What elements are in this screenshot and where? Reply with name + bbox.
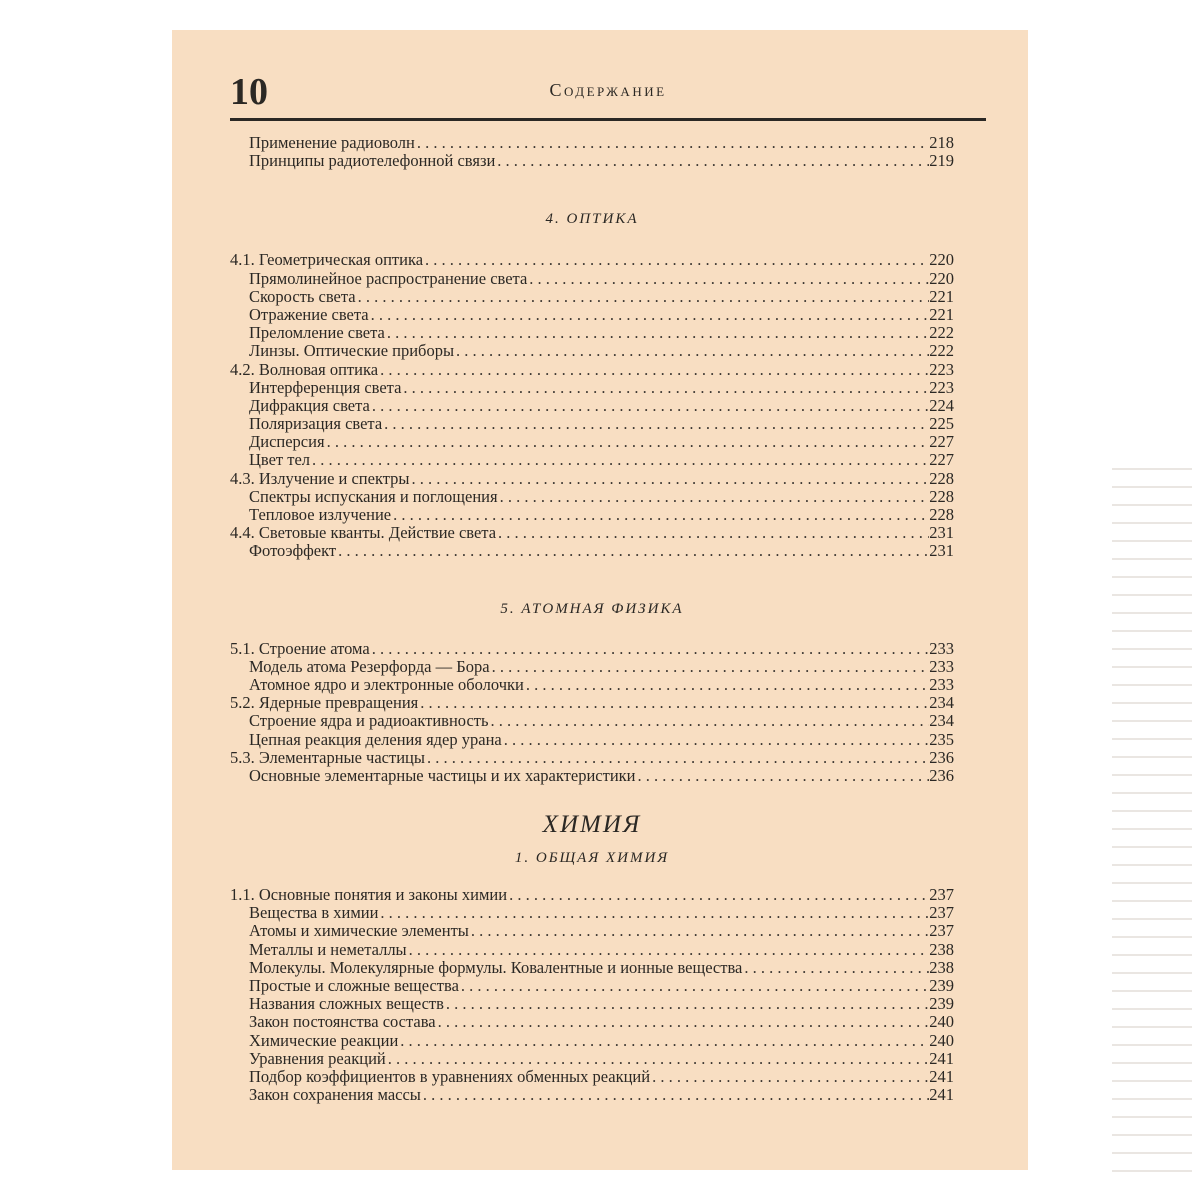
- toc-entry-title: Спектры испускания и поглощения: [249, 486, 498, 506]
- dot-leader: [380, 904, 929, 922]
- toc-entry-title: Названия сложных веществ: [249, 994, 444, 1014]
- toc-entry-title: 1.1. Основные понятия и законы химии: [230, 885, 508, 905]
- toc-entry: [230, 542, 954, 560]
- toc-entry-page: 238: [929, 957, 954, 977]
- dot-leader: [504, 731, 930, 749]
- toc-entry-title: Дифракция света: [249, 395, 370, 415]
- dot-leader: [403, 379, 929, 397]
- general-chemistry-entries: [230, 886, 954, 1104]
- toc-entry-title: 4.3. Излучение и спектры: [230, 468, 410, 488]
- toc-entry-page: 221: [929, 304, 954, 324]
- toc-entry-page: 224: [929, 395, 954, 415]
- toc-entry: [230, 995, 954, 1013]
- toc-entry-page: 235: [929, 729, 954, 749]
- toc-entry-title: 5.1. Строение атома: [230, 638, 370, 658]
- dot-leader: [393, 506, 929, 524]
- toc-entry: [230, 904, 954, 922]
- toc-entry-page: 233: [929, 656, 954, 676]
- toc-entry-title: Закон сохранения массы: [249, 1085, 421, 1105]
- dot-leader: [387, 324, 929, 342]
- dot-leader: [438, 1013, 930, 1031]
- toc-entry-page: 227: [929, 432, 954, 452]
- toc-entry-title: Уравнения реакций: [249, 1048, 386, 1068]
- running-head: Содержание: [549, 80, 667, 100]
- dot-leader: [388, 1050, 930, 1068]
- dot-leader: [384, 415, 929, 433]
- toc-entry-title: Применение радиоволн: [249, 133, 415, 152]
- toc-entry: [230, 379, 954, 397]
- toc-entry-page: 239: [929, 994, 954, 1014]
- dot-leader: [529, 270, 929, 288]
- toc-entry-page: 222: [929, 341, 954, 361]
- toc-entry-title: Прямолинейное распространение света: [249, 268, 528, 288]
- part-heading-chemistry: ХИМИЯ: [542, 811, 642, 839]
- optics-entries: [230, 251, 954, 560]
- bleed-through-text: [1112, 460, 1192, 1180]
- toc-entry: [230, 749, 954, 767]
- toc-entry: [230, 959, 954, 977]
- toc-entry: [230, 342, 954, 360]
- toc-entry-page: 228: [929, 486, 954, 506]
- dot-leader: [380, 361, 929, 379]
- dot-leader: [423, 1086, 929, 1104]
- dot-leader: [427, 749, 929, 767]
- toc-entry-page: 225: [929, 414, 954, 434]
- toc-entry: [230, 731, 954, 749]
- toc-entry: [230, 470, 954, 488]
- toc-entry-title: Фотоэффект: [249, 541, 337, 561]
- toc-entry-page: 237: [929, 903, 954, 923]
- dot-leader: [417, 134, 929, 152]
- toc-entry: [230, 251, 954, 269]
- toc-entry-page: 231: [929, 523, 954, 543]
- toc-entry: [230, 1068, 954, 1086]
- toc-entry-title: Химические реакции: [249, 1030, 399, 1050]
- toc-entry-title: Принципы радиотелефонной связи: [249, 151, 496, 171]
- toc-entry-title: Атомное ядро и электронные оболочки: [249, 674, 524, 694]
- dot-leader: [471, 922, 929, 940]
- toc-entry-title: Дисперсия: [249, 432, 325, 452]
- toc-entry: [230, 306, 954, 324]
- toc-entry-page: 240: [929, 1012, 954, 1032]
- dot-leader: [456, 342, 929, 360]
- toc-entry-page: 219: [929, 151, 954, 171]
- dot-leader: [500, 488, 930, 506]
- toc-entry-title: Металлы и неметаллы: [249, 939, 407, 959]
- toc-entry: [230, 361, 954, 379]
- dot-leader: [461, 977, 929, 995]
- dot-leader: [498, 524, 929, 542]
- toc-entry: [230, 506, 954, 524]
- toc-entry: [230, 524, 954, 542]
- table-of-contents: [230, 134, 954, 1104]
- dot-leader: [497, 152, 929, 170]
- toc-entry-title: Цвет тел: [249, 450, 311, 470]
- toc-entry: [230, 676, 954, 694]
- dot-leader: [412, 470, 930, 488]
- page-number: 10: [230, 71, 268, 113]
- toc-entry: [230, 922, 954, 940]
- toc-entry-page: 220: [929, 250, 954, 270]
- toc-entry-page: 218: [929, 133, 954, 152]
- section-heading-general-chemistry: 1. ОБЩАЯ ХИМИЯ: [514, 850, 670, 867]
- toc-entry: [230, 941, 954, 959]
- toc-entry-page: 237: [929, 921, 954, 941]
- header-rule: [230, 118, 986, 121]
- toc-entry-page: 239: [929, 976, 954, 995]
- toc-entry-page: 222: [929, 323, 954, 343]
- toc-entry-title: Молекулы. Молекулярные формулы. Ковалентные и ионные вещества: [249, 957, 743, 977]
- toc-entry: [230, 270, 954, 288]
- dot-leader: [371, 306, 930, 324]
- toc-entry-title: Основные элементарные частицы и их характеристики: [249, 765, 636, 785]
- toc-entry-page: 228: [929, 505, 954, 524]
- toc-entry: [230, 658, 954, 676]
- toc-entry: [230, 134, 954, 152]
- dot-leader: [425, 251, 929, 269]
- toc-entry-title: Цепная реакция деления ядер урана: [249, 729, 502, 749]
- book-page: [172, 30, 1028, 1170]
- toc-entry-page: 234: [929, 711, 954, 731]
- toc-entry-title: Преломление света: [249, 323, 385, 343]
- dot-leader: [744, 959, 929, 977]
- toc-entry-page: 241: [929, 1066, 954, 1086]
- toc-entry: [230, 1013, 954, 1031]
- toc-entry: [230, 1086, 954, 1104]
- toc-entry-page: 228: [929, 468, 954, 488]
- toc-entry: [230, 433, 954, 451]
- toc-entry-title: Подбор коэффициентов в уравнениях обменных реакций: [249, 1066, 651, 1086]
- toc-entry: [230, 767, 954, 785]
- toc-entry-page: 221: [929, 286, 954, 306]
- intro-entries: [230, 134, 954, 170]
- toc-entry-page: 236: [929, 747, 954, 767]
- toc-entry-page: 236: [929, 765, 954, 785]
- dot-leader: [446, 995, 929, 1013]
- dot-leader: [652, 1068, 929, 1086]
- dot-leader: [509, 886, 929, 904]
- dot-leader: [638, 767, 930, 785]
- toc-entry-title: Поляризация света: [249, 414, 383, 434]
- toc-entry: [230, 152, 954, 170]
- toc-entry-title: Модель атома Резерфорда — Бора: [249, 656, 490, 676]
- dot-leader: [420, 694, 929, 712]
- toc-entry-title: Линзы. Оптические приборы: [249, 341, 455, 361]
- dot-leader: [327, 433, 930, 451]
- dot-leader: [491, 712, 930, 730]
- toc-entry-title: 5.3. Элементарные частицы: [230, 747, 425, 767]
- toc-entry: [230, 415, 954, 433]
- toc-entry-title: Отражение света: [249, 304, 369, 324]
- toc-entry-page: 241: [929, 1048, 954, 1068]
- dot-leader: [409, 941, 930, 959]
- section-heading-optics: 4. ОПТИКА: [545, 211, 639, 228]
- toc-entry: [230, 640, 954, 658]
- toc-entry: [230, 1032, 954, 1050]
- toc-entry: [230, 397, 954, 415]
- toc-entry-title: Вещества в химии: [249, 903, 379, 923]
- toc-entry-title: 4.2. Волновая оптика: [230, 359, 379, 379]
- toc-entry: [230, 886, 954, 904]
- toc-entry-page: 241: [929, 1085, 954, 1105]
- toc-entry: [230, 712, 954, 730]
- toc-entry-title: Простые и сложные вещества: [249, 976, 459, 995]
- toc-entry-page: 233: [929, 638, 954, 658]
- toc-entry-page: 223: [929, 377, 954, 397]
- section-heading-atomic-physics: 5. АТОМНАЯ ФИЗИКА: [500, 600, 684, 617]
- toc-entry-page: 237: [929, 885, 954, 905]
- toc-entry-title: 4.1. Геометрическая оптика: [230, 250, 424, 270]
- toc-entry-page: 234: [929, 693, 954, 713]
- toc-entry-page: 240: [929, 1030, 954, 1050]
- toc-entry: [230, 451, 954, 469]
- toc-entry-page: 227: [929, 450, 954, 470]
- dot-leader: [526, 676, 929, 694]
- dot-leader: [400, 1032, 929, 1050]
- toc-entry-title: 4.4. Световые кванты. Действие света: [230, 523, 497, 543]
- dot-leader: [338, 542, 929, 560]
- toc-entry: [230, 324, 954, 342]
- dot-leader: [492, 658, 930, 676]
- toc-entry-page: 231: [929, 541, 954, 561]
- toc-entry: [230, 977, 954, 995]
- toc-entry-title: Тепловое излучение: [249, 505, 392, 524]
- toc-entry-title: Строение ядра и радиоактивность: [249, 711, 489, 731]
- page-header: [230, 70, 986, 114]
- toc-entry-page: 223: [929, 359, 954, 379]
- toc-entry-title: 5.2. Ядерные превращения: [230, 693, 419, 713]
- dot-leader: [312, 451, 929, 469]
- toc-entry: [230, 694, 954, 712]
- toc-entry: [230, 488, 954, 506]
- toc-entry: [230, 1050, 954, 1068]
- dot-leader: [372, 640, 930, 658]
- toc-entry-title: Закон постоянства состава: [249, 1012, 436, 1032]
- toc-entry-page: 238: [929, 939, 954, 959]
- dot-leader: [358, 288, 930, 306]
- toc-entry-page: 220: [929, 268, 954, 288]
- toc-entry-title: Скорость света: [249, 286, 356, 306]
- toc-entry-title: Атомы и химические элементы: [249, 921, 469, 941]
- toc-entry-page: 233: [929, 674, 954, 694]
- toc-entry: [230, 288, 954, 306]
- atomic-physics-entries: [230, 640, 954, 786]
- dot-leader: [372, 397, 929, 415]
- toc-entry-title: Интерференция света: [249, 377, 402, 397]
